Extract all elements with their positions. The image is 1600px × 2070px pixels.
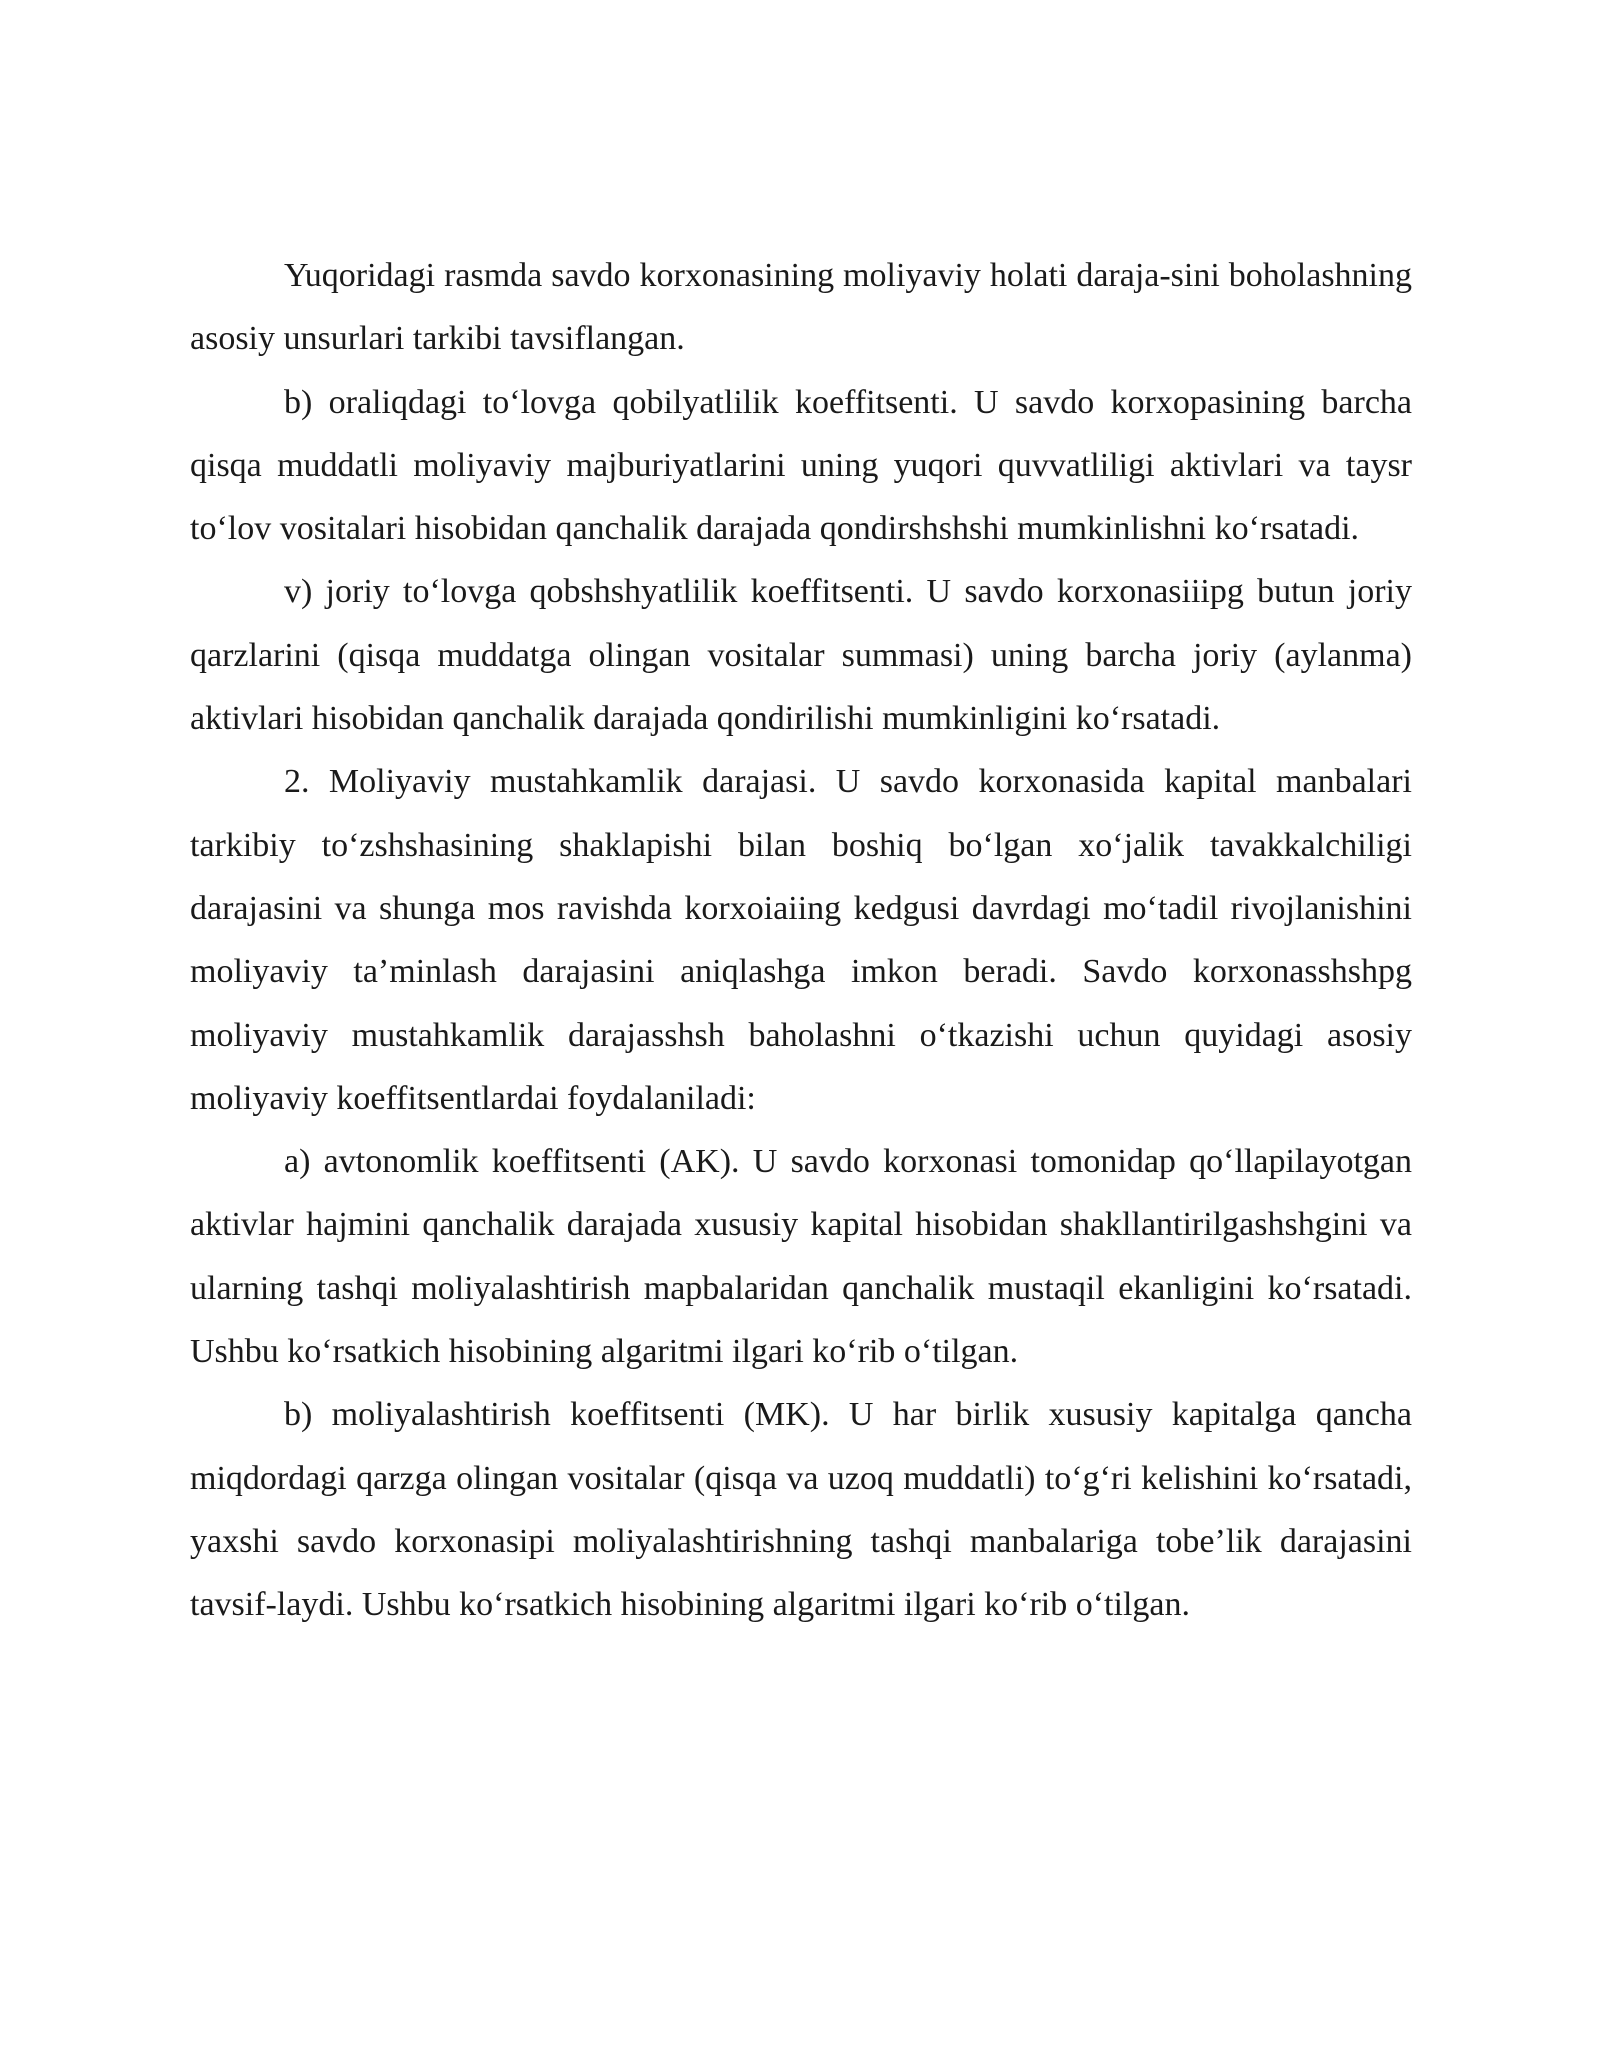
paragraph-interim-solvency: b) oraliqdagi to‘lovga qobilyatlilik koeffitsenti. U savdo korxopasining barcha qisqa muddatli moliyaviy majburiyatlarini uning yuqori quvvatliligi aktivlari va taysr to‘lov vositalari hisobidan qanchalik darajada qondirshshshi mumkinlishni ko‘rsatadi.	[190, 383, 1412, 548]
paragraph-autonomy-coefficient: a) avtonomlik koeffitsenti (AK). U savdo korxonasi tomonidap qo‘llapilayotgan aktivlar hajmini qanchalik darajada xususiy kapital hisobidan shakllantirilgashshgini va ularning tashqi moliyalashtirish mapbalaridan qanchalik mustaqil ekanligini ko‘rsatadi. Ushbu ko‘rsatkich hisobining algaritmi ilgari ko‘rib o‘tilgan.	[190, 1143, 1412, 1371]
paragraph-current-solvency: v) joriy to‘lovga qobshshyatlilik koeffitsenti. U savdo korxonasiiipg butun joriy qarzlarini (qisqa muddatga olingan vositalar summasi) uning barcha joriy (aylanma) aktivlari hisobidan qanchalik darajada qondirilishi mumkinligini ko‘rsatadi.	[190, 573, 1412, 738]
document-page	[190, 244, 1412, 1637]
paragraph-financial-stability: 2. Moliyaviy mustahkamlik darajasi. U savdo korxonasida kapital manbalari tarkibiy to‘zshshasining shaklapishi bilan boshiq bo‘lgan xo‘jalik tavakkalchiligi darajasini va shunga mos ravishda korxoiaiing kedgusi davrdagi mo‘tadil rivojlanishini moliyaviy ta’minlash darajasini aniqlashga imkon beradi. Savdo korxonasshshpg moliyaviy mustahkamlik darajasshsh baholashni o‘tkazishi uchun quyidagi asosiy moliyaviy koeffitsentlardai foydalaniladi:	[190, 763, 1412, 1117]
paragraph-intro: Yuqoridagi rasmda savdo korxonasining moliyaviy holati daraja-sini boholashning asosiy unsurlari tarkibi tavsiflangan.	[190, 257, 1412, 358]
paragraph-financing-coefficient: b) moliyalashtirish koeffitsenti (MK). U har birlik xususiy kapitalga qancha miqdordagi qarzga olingan vositalar (qisqa va uzoq muddatli) to‘g‘ri kelishini ko‘rsatadi, yaxshi savdo korxonasipi moliyalashtirishning tashqi manbalariga tobe’lik darajasini tavsif-laydi. Ushbu ko‘rsatkich hisobining algaritmi ilgari ko‘rib o‘tilgan.	[190, 1396, 1412, 1624]
